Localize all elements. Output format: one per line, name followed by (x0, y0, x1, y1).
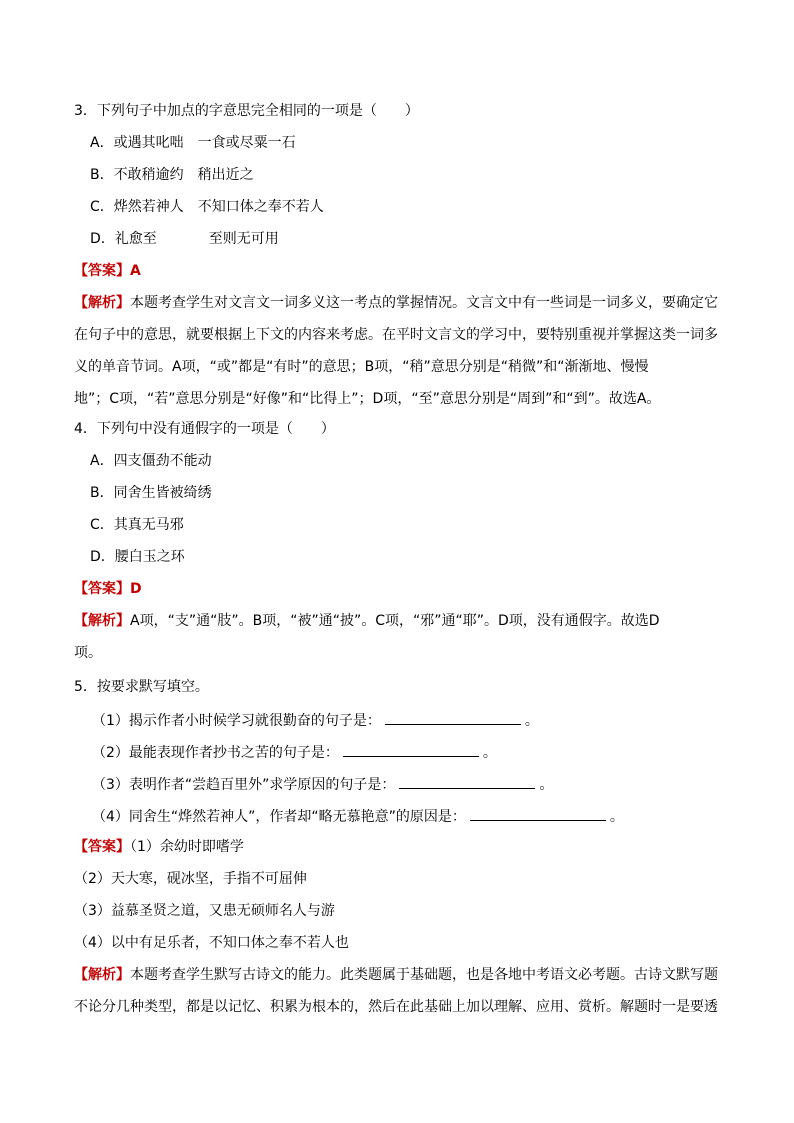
analysis-tag: 【解析】 (74, 613, 130, 629)
fill-blank[interactable] (343, 741, 479, 757)
question-4-stem: 4．下列句中没有通假字的一项是（ ） (74, 421, 335, 437)
q4-option-d: D．腰白玉之环 (90, 549, 185, 565)
q3-analysis: 【解析】本题考查学生对文言文一词多义这一考点的掌握情况。文言文中有一些词是一词多义，要确定它 在句子中的意思，就要根据上下文的内容来考虑。在平时文言文的学习中，要特别重视并掌握这类一词多 义的单音节词。A项，“或”都是“有时”的意思；B项，“稍”意思分别是“稍微”和“渐渐地、慢慢 地”；C项，“若”意思分别是“好像”和“比得上”；D项，“至”意思分别是“周到”和“到”。故选A。 (74, 295, 718, 407)
q3-option-d: D．礼愈至 至则无可用 (90, 231, 279, 247)
analysis-tag: 【解析】 (74, 295, 130, 311)
answer-tag: 【答案】 (74, 581, 130, 597)
q5-answer-3: （3）益慕圣贤之道，又患无硕师名人与游 (74, 903, 335, 919)
answer-tag: 【答案】 (74, 839, 130, 855)
q5-answer-2: （2）天大寒，砚冰坚，手指不可屈伸 (74, 871, 307, 887)
fill-blank[interactable] (399, 773, 535, 789)
answer-tag: 【答案】 (74, 263, 130, 279)
q4-answer: 【答案】D (74, 581, 142, 597)
q5-item-1: （1）揭示作者小时候学习就很勤奋的句子是： 。 (92, 709, 539, 731)
q5-answer-4: （4）以中有足乐者，不知口体之奉不若人也 (74, 935, 349, 951)
q3-option-b: B．不敢稍逾约 稍出近之 (90, 167, 254, 183)
q5-item-4: （4）同舍生“烨然若神人”，作者却“略无慕艳意”的原因是： 。 (92, 805, 624, 827)
q4-option-c: C．其真无马邪 (90, 517, 184, 533)
question-5-stem: 5．按要求默写填空。 (74, 679, 209, 695)
question-3-stem: 3．下列句子中加点的字意思完全相同的一项是（ ） (74, 103, 419, 119)
q5-item-3: （3）表明作者“尝趋百里外”求学原因的句子是： 。 (92, 773, 553, 795)
q4-option-b: B．同舍生皆被绮绣 (90, 485, 212, 501)
analysis-tag: 【解析】 (74, 967, 130, 983)
q3-option-c: C．烨然若神人 不知口体之奉不若人 (90, 199, 324, 215)
q3-answer: 【答案】A (74, 263, 141, 279)
fill-blank[interactable] (470, 805, 606, 821)
q4-option-a: A．四支僵劲不能动 (90, 453, 212, 469)
q4-analysis: 【解析】A项，“支”通“肢”。B项，“被”通“披”。C项，“邪”通“耶”。D项，没有通假字。故选D 项。 (74, 613, 660, 661)
q5-item-2: （2）最能表现作者抄书之苦的句子是： 。 (92, 741, 497, 763)
q5-answer: 【答案】（1）余幼时即嗜学 (74, 839, 244, 855)
fill-blank[interactable] (385, 709, 521, 725)
q3-option-a: A．或遇其叱咄 一食或尽粟一石 (90, 135, 296, 151)
q5-analysis: 【解析】本题考查学生默写古诗文的能力。此类题属于基础题，也是各地中考语文必考题。古诗文默写题 不论分几种类型，都是以记忆、积累为根本的，然后在此基础上加以理解、应用、赏析。解题时一是要透 (74, 967, 718, 1015)
